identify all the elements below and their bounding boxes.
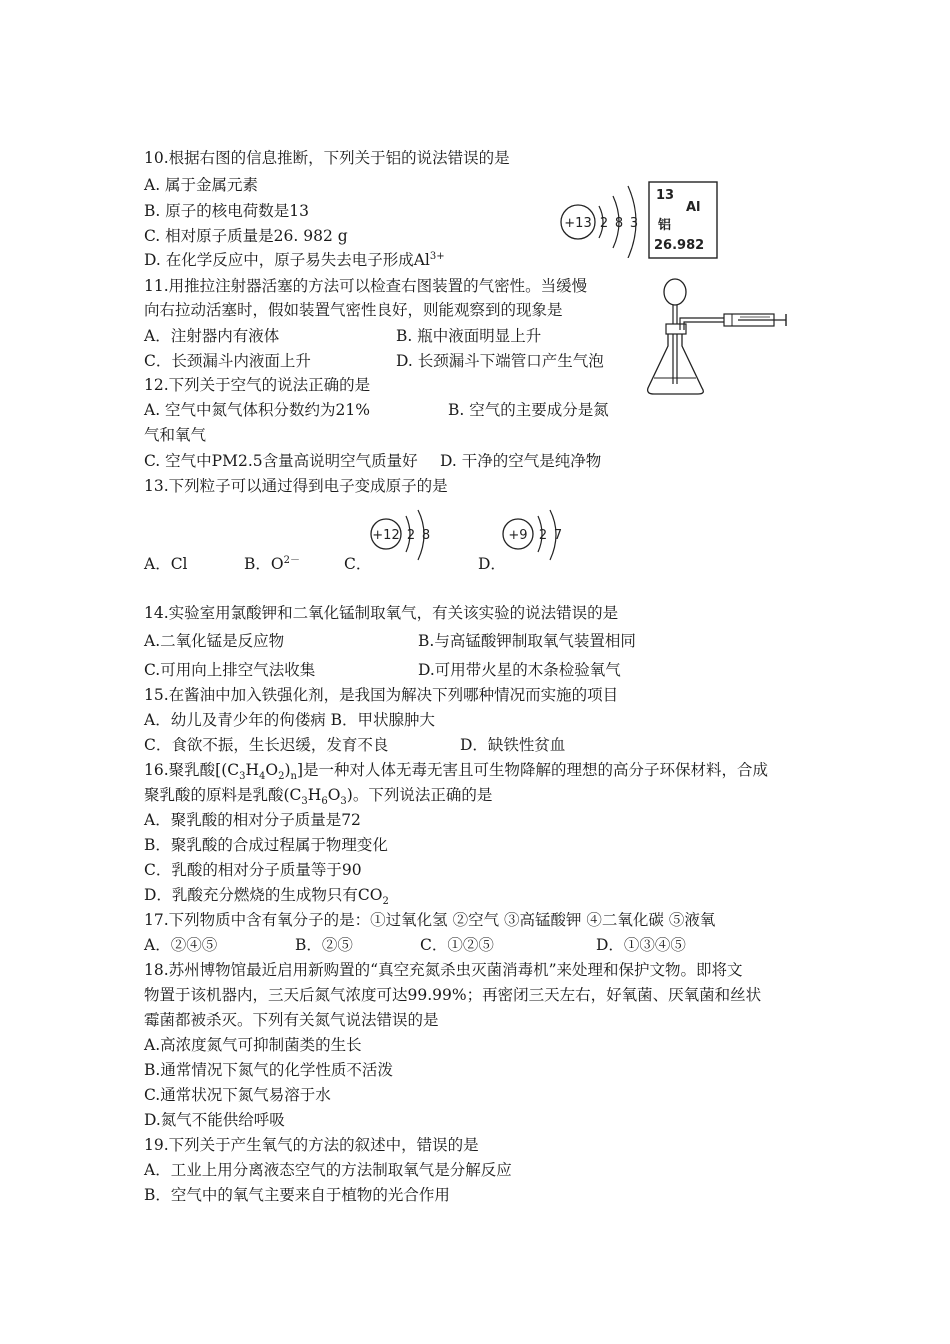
q16-option-a: A．聚乳酸的相对分子质量是72: [144, 811, 361, 829]
q12-stem: 12.下列关于空气的说法正确的是: [144, 376, 371, 394]
q18-option-d: D.氮气不能供给呼吸: [144, 1111, 285, 1129]
q10-option-b: B. 原子的核电荷数是13: [144, 202, 309, 220]
q14-option-b: B.与高锰酸钾制取氧气装置相同: [418, 632, 636, 650]
q16-stem-line1: 16.聚乳酸$[(C_3H_4O_2)_n]$是一种对人体无毒无害且可生物降解的理想的高分子环保材料，合成: [144, 761, 769, 783]
element-mass: 26.982: [654, 238, 705, 253]
q11-stem-line2: 向右拉动活塞时，假如装置气密性良好，则能观察到的现象是: [144, 301, 563, 319]
nucleus-charge: +13: [564, 216, 592, 231]
q13-particle-c-figure: [368, 508, 440, 568]
q13c-shell-1: 2: [406, 528, 416, 543]
q13c-shell-2: 8: [421, 528, 431, 543]
rubber-stopper: [666, 324, 686, 334]
q16-option-b: B．聚乳酸的合成过程属于物理变化: [144, 836, 388, 854]
q10-stem: 10.根据右图的信息推断，下列关于铝的说法错误的是: [144, 149, 510, 167]
q12-option-d: D. 干净的空气是纯净物: [440, 452, 602, 470]
q12-option-a: A. 空气中氮气体积分数约为21%: [144, 401, 370, 419]
q17-stem: 17.下列物质中含有氧分子的是：①过氧化氢 ②空气 ③高锰酸钾 ④二氧化碳 ⑤液氧: [144, 911, 716, 929]
element-symbol: Al: [686, 200, 701, 215]
q16-stem-line2: 聚乳酸的原料是乳酸$(C_3H_6O_3)$。下列说法正确的是: [144, 786, 493, 808]
aluminium-atom-figure: [556, 176, 656, 258]
q13-option-c: C．: [344, 555, 372, 573]
element-name: 铝: [658, 218, 672, 233]
q19-stem: 19.下列关于产生氧气的方法的叙述中，错误的是: [144, 1136, 479, 1154]
q13-option-d: D．: [478, 555, 506, 573]
q16-option-c: C．乳酸的相对分子质量等于90: [144, 861, 362, 879]
q18-option-c: C.通常状况下氮气易溶于水: [144, 1086, 331, 1104]
funnel-bulb: [664, 279, 686, 305]
q15-option-c: C．食欲不振，生长迟缓，发育不良: [144, 736, 389, 754]
q15-stem: 15.在酱油中加入铁强化剂，是我国为解决下列哪种情况而实施的项目: [144, 686, 619, 704]
q13d-shell-2: 7: [553, 528, 563, 543]
element-number: 13: [656, 188, 675, 203]
q16-option-d: D．乳酸充分燃烧的生成物只有$CO_2$: [144, 886, 389, 908]
q11-option-c: C．长颈漏斗内液面上升: [144, 352, 311, 370]
q14-option-a: A.二氧化锰是反应物: [144, 632, 285, 650]
q13-particle-d-figure: [500, 508, 572, 568]
q18-option-b: B.通常情况下氮气的化学性质不活泼: [144, 1061, 393, 1079]
q11-option-b: B. 瓶中液面明显上升: [396, 327, 542, 345]
q14-option-d: D.可用带火星的木条检验氧气: [418, 661, 621, 679]
q11-option-a: A．注射器内有液体: [144, 327, 280, 345]
q13-stem: 13.下列粒子可以通过得到电子变成原子的是: [144, 477, 448, 495]
q18-option-a: A.高浓度氮气可抑制菌类的生长: [144, 1036, 362, 1054]
q12-option-b: B. 空气的主要成分是氮: [448, 401, 609, 419]
airtightness-apparatus-figure: [642, 274, 792, 398]
q12-option-b-cont: 气和氧气: [144, 426, 207, 444]
conical-flask: [648, 334, 704, 394]
element-card: [648, 181, 718, 259]
q13-option-b: B．$O^{2-}$: [244, 554, 300, 573]
q14-stem: 14.实验室用氯酸钾和二氧化锰制取氧气，有关该实验的说法错误的是: [144, 604, 619, 622]
q12-option-c: C. 空气中PM2.5含量高说明空气质量好: [144, 452, 418, 470]
q18-stem-line1: 18.苏州博物馆最近启用新购置的“真空充氮杀虫灭菌消毒机”来处理和保护文物。即将文: [144, 961, 743, 979]
q11-option-d: D. 长颈漏斗下端管口产生气泡: [396, 352, 604, 370]
shell-count-2: 8: [614, 216, 624, 231]
q17-option-c: C．①②⑤: [420, 936, 494, 954]
q19-option-b: B．空气中的氧气主要来自于植物的光合作用: [144, 1186, 450, 1204]
q19-option-a: A．工业上用分离液态空气的方法制取氧气是分解反应: [144, 1161, 512, 1179]
q18-stem-line3: 霉菌都被杀灭。下列有关氮气说法错误的是: [144, 1011, 439, 1029]
q13d-shell-1: 2: [538, 528, 548, 543]
q10-option-d: D. 在化学反应中，原子易失去电子形成$Al^{3+}$: [144, 250, 445, 269]
shell-count-3: 3: [629, 216, 639, 231]
q11-stem-line1: 11.用推拉注射器活塞的方法可以检查右图装置的气密性。当缓慢: [144, 277, 588, 295]
q13-option-a: A．Cl: [144, 555, 188, 573]
q10-option-a: A. 属于金属元素: [144, 176, 259, 194]
q17-option-a: A．②④⑤: [144, 936, 218, 954]
q17-option-d: D．①③④⑤: [596, 936, 686, 954]
q18-stem-line2: 物置于该机器内，三天后氮气浓度可达99.99%；再密闭三天左右，好氧菌、厌氧菌和丝状: [144, 986, 762, 1004]
q15-option-ab: A．幼儿及青少年的佝偻病 B．甲状腺肿大: [144, 711, 436, 729]
q15-option-d: D．缺铁性贫血: [460, 736, 566, 754]
q17-option-b: B．②⑤: [295, 936, 353, 954]
q10-option-c: C. 相对原子质量是26. 982 g: [144, 227, 348, 245]
q14-option-c: C.可用向上排空气法收集: [144, 661, 316, 679]
q13d-nucleus: +9: [508, 528, 528, 543]
shell-count-1: 2: [599, 216, 609, 231]
q13c-nucleus: +12: [372, 528, 400, 543]
